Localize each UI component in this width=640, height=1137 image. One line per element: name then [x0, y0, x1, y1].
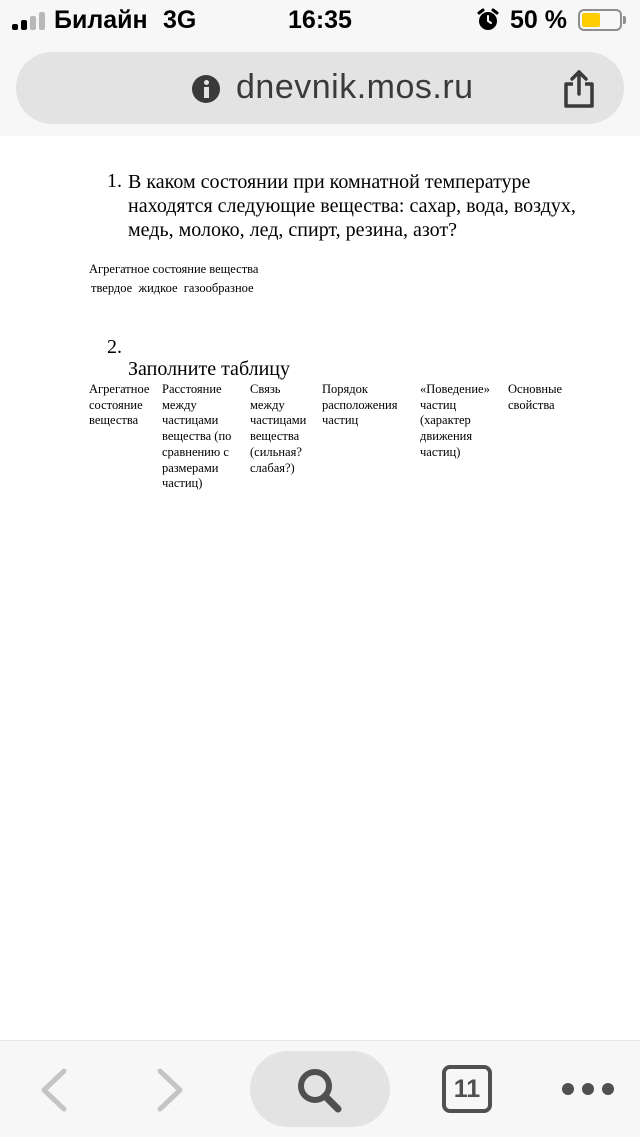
more-icon[interactable] — [560, 1081, 616, 1097]
carrier-name: Билайн — [54, 6, 148, 34]
table-header-properties: Основные свойства — [508, 382, 563, 412]
aggregate-state-options: твердое жидкое газообразное — [91, 281, 254, 295]
forward-icon[interactable] — [156, 1067, 186, 1113]
question-2-number: 2. — [107, 336, 122, 358]
url-text[interactable]: dnevnik.mos.ru — [236, 68, 474, 106]
aggregate-state-title: Агрегатное состояние вещества — [89, 262, 259, 276]
table-header-behavior: «Поведение» частиц (характер движения частиц) — [420, 382, 490, 459]
battery-icon — [578, 9, 622, 31]
battery-percent: 50 % — [510, 6, 567, 34]
question-1-text: В каком состоянии при комнатной температуре находятся следующие вещества: сахар, вода, воздух, медь, молоко, лед, спирт, резина, азот? — [128, 171, 576, 241]
browser-toolbar — [0, 1040, 640, 1137]
network-type: 3G — [163, 6, 197, 34]
status-bar — [0, 0, 640, 40]
info-icon[interactable] — [192, 75, 220, 103]
table-header-distance: Расстояние между частицами вещества (по сравнению с размерами частиц) — [162, 382, 232, 491]
browser-address-area — [0, 40, 640, 136]
table-header-aggregate-state: Агрегатное состояние вещества — [89, 382, 150, 428]
question-1-number: 1. — [107, 170, 122, 192]
tabs-icon[interactable]: 11 — [442, 1065, 492, 1113]
alarm-icon — [476, 8, 500, 32]
document-page — [0, 136, 640, 1036]
search-button[interactable] — [250, 1051, 390, 1127]
clock: 16:35 — [288, 6, 352, 34]
table-header-bond: Связь между частицами вещества (сильная? слабая?) — [250, 382, 307, 475]
table-header-arrangement: Порядок расположения частиц — [322, 382, 398, 428]
question-2-text: Заполните таблицу — [128, 358, 291, 380]
share-icon[interactable] — [562, 70, 596, 108]
search-icon — [294, 1065, 344, 1115]
back-icon[interactable] — [38, 1067, 68, 1113]
address-bar[interactable] — [16, 52, 624, 124]
